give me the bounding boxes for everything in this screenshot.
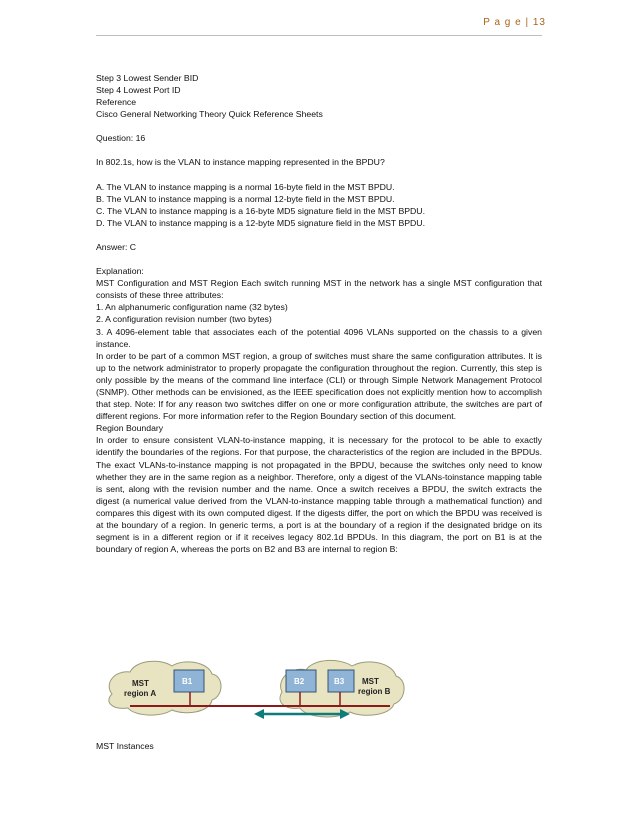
region-b-label-line2: region B (358, 687, 391, 696)
page-header (483, 17, 546, 28)
page-separator: | (525, 17, 530, 28)
attribute-item: 3. A 4096-element table that associates each of the potential 4096 VLANs supported on the chassis to a given instance. (96, 326, 542, 349)
region-boundary-heading: Region Boundary (96, 423, 164, 434)
mst-instances-heading: MST Instances (96, 741, 154, 751)
question-text: In 802.1s, how is the VLAN to instance mapping represented in the BPDU? (96, 157, 385, 168)
header-divider (96, 35, 542, 36)
page-number: 13 (532, 17, 546, 28)
switch-b3-label: B3 (334, 677, 345, 686)
answer: Answer: C (96, 241, 137, 252)
region-b-label-line1: MST (362, 677, 379, 686)
switch-b1-label: B1 (182, 677, 193, 686)
option-d: D. The VLAN to instance mapping is a 12-byte MD5 signature field in the MST BPDU. (96, 217, 425, 228)
question-label: Question: 16 (96, 133, 146, 144)
text-line: Reference (96, 97, 137, 108)
text-line: Step 4 Lowest Port ID (96, 85, 181, 96)
explanation-paragraph: In order to ensure consistent VLAN-to-instance mapping, it is necessary for the protocol to be able to exactly identify the boundaries of the regions. For that purpose, the characteristics of the region are included in the BPDUs. The exact VLANs-to-instance mapping is not propagated in the BPDU, because the switches only need to know whether they are in the same region as a neighbor. Therefore, only a digest of the VLANs-toinstance mapping table is sent, along with the revision number and the name. Once a switch receives a BPDU, the switch extracts the digest (a numerical value derived from the VLAN-to-instance mapping table through a mathematical function) and compares this digest with its own computed digest. If the digests differ, the port on which the BPDU was received is at the boundary of a region. In generic terms, a port is at the boundary of a region if the designated bridge on its segment is in a different region or if it receives legacy 802.1d BPDUs. In this diagram, the port on B1 is at the boundary of region A, whereas the ports on B2 and B3 are internal to region B: (96, 435, 542, 555)
option-a: A. The VLAN to instance mapping is a normal 16-byte field in the MST BPDU. (96, 181, 395, 192)
text-line: Cisco General Networking Theory Quick Reference Sheets (96, 109, 323, 120)
option-c: C. The VLAN to instance mapping is a 16-byte MD5 signature field in the MST BPDU. (96, 205, 425, 216)
page-label: P a g e (483, 17, 522, 28)
explanation-paragraph: In order to be part of a common MST region, a group of switches must share the same configuration attributes. It is up to the network administrator to properly propagate the configuration throughout the region. Currently, this step is only possible by the means of the command line interface (CLI) or through Simple Network Management Protocol (SNMP). Other methods can be envisioned, as the IEEE specification does not explicitly mention how to accomplish that step. Note: If for any reason two switches differ on one or more configuration attribute, the switches are part of different regions. For more information refer to the Region Boundary section of this document. (96, 350, 542, 422)
mst-region-diagram (100, 656, 410, 726)
switch-b2-label: B2 (294, 677, 305, 686)
text-line: Step 3 Lowest Sender BID (96, 73, 199, 83)
document-body (96, 72, 542, 555)
attribute-item: 2. A configuration revision number (two bytes) (96, 314, 272, 325)
explanation-paragraph: MST Configuration and MST Region Each switch running MST in the network has a single MST configuration that consists of these three attributes: (96, 278, 542, 301)
region-a-label-line2: region A (124, 689, 157, 698)
explanation-heading: Explanation: (96, 266, 144, 277)
region-a-label-line1: MST (132, 679, 149, 688)
attribute-item: 1. An alphanumeric configuration name (32 bytes) (96, 302, 288, 313)
option-b: B. The VLAN to instance mapping is a normal 12-byte field in the MST BPDU. (96, 193, 395, 204)
